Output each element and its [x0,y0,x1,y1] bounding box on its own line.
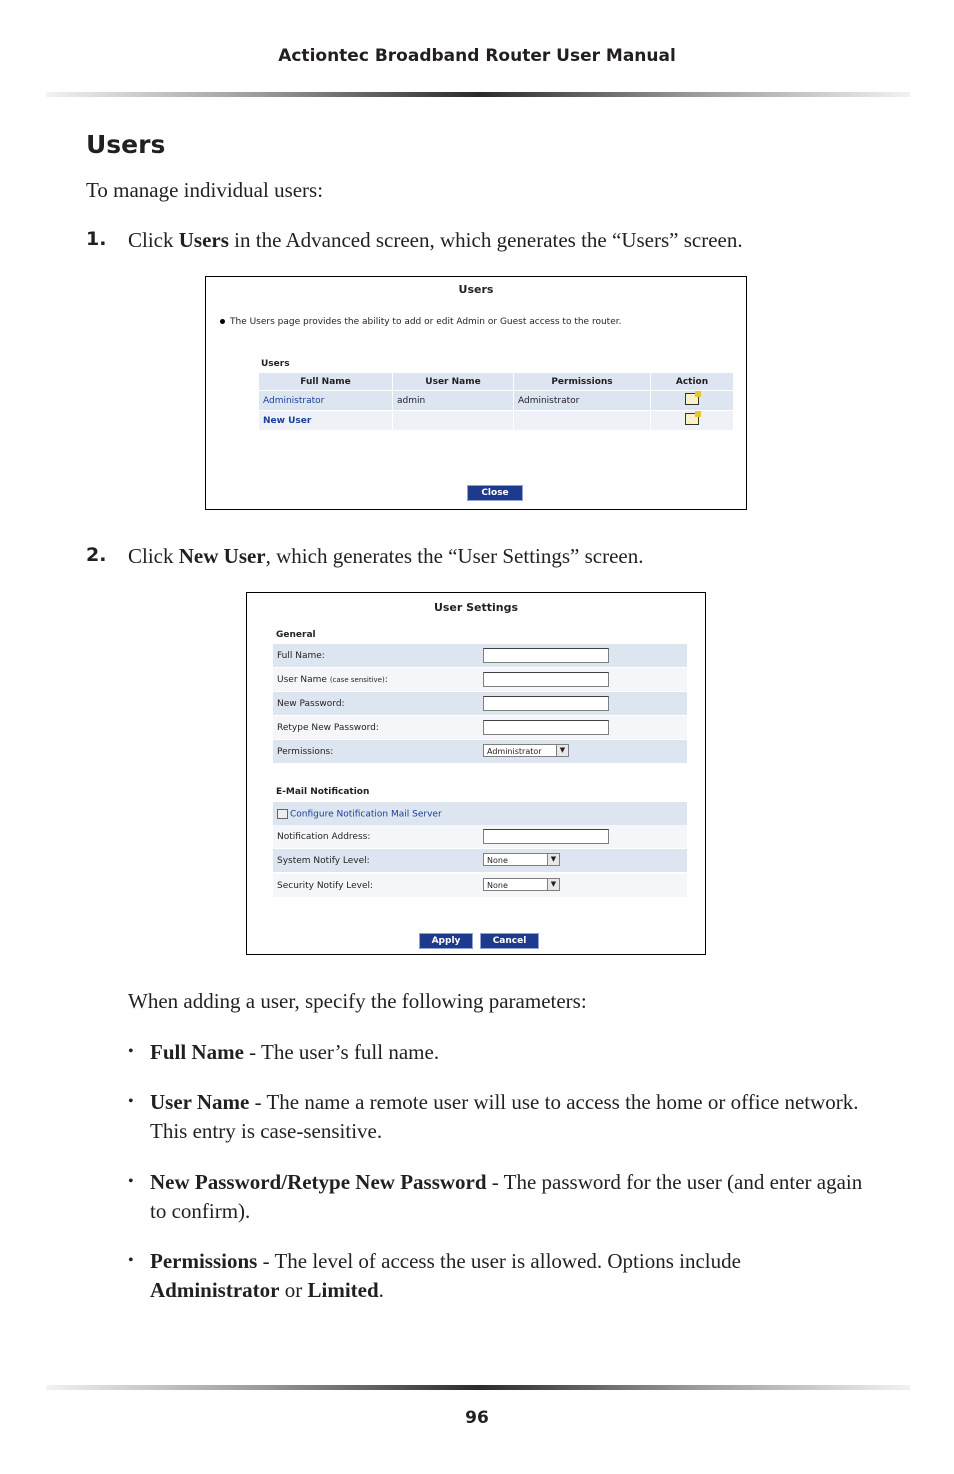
intro-text: To manage individual users: [86,178,324,202]
notification-address-field[interactable] [483,829,609,844]
security-notify-row [273,874,687,897]
footer-rule [46,1385,910,1390]
configure-row [273,802,687,825]
cancel-button[interactable]: Cancel [480,933,539,949]
user-name-field[interactable] [483,672,609,687]
col-user-name: User Name [393,373,513,390]
permissions-cell [514,411,650,430]
step-2-number: 2. [86,544,107,566]
users-screen-note: The Users page provides the ability to add or edit Admin or Guest access to the router. [220,317,621,327]
users-table-label: Users [261,359,290,369]
user-link-administrator[interactable]: Administrator [259,391,392,410]
bullet-icon: • [128,1093,134,1110]
step-2-text: Click New User, which generates the “User Settings” screen. [128,544,644,568]
col-action: Action [651,373,733,390]
table-row [259,411,733,430]
apply-button[interactable]: Apply [419,933,473,949]
col-permissions: Permissions [514,373,650,390]
param-full-name: Full Name - The user’s full name. [150,1040,440,1064]
full-name-field[interactable] [483,648,609,663]
step-1-number: 1. [86,228,107,250]
retype-password-label: Retype New Password: [277,723,379,733]
permissions-select[interactable]: Administrator ▼ [483,744,569,757]
email-group-label: E-Mail Notification [276,787,370,797]
system-notify-label: System Notify Level: [277,856,370,866]
new-password-label: New Password: [277,699,345,709]
mail-server-icon [277,809,288,819]
new-password-field[interactable] [483,696,609,711]
bullet-icon: • [128,1173,134,1190]
edit-icon[interactable] [685,393,699,405]
param-password: New Password/Retype New Password - The password for the user (and enter again to confirm). [150,1170,863,1223]
permissions-row [273,740,687,763]
user-name-cell [393,411,513,430]
retype-password-field[interactable] [483,720,609,735]
new-user-link[interactable]: New User [259,411,392,430]
notification-address-label: Notification Address: [277,832,371,842]
chevron-down-icon: ▼ [547,854,559,865]
section-title: Users [86,130,166,159]
bullet-icon [220,319,225,324]
user-settings-screen [246,592,706,955]
full-name-label: Full Name: [277,651,325,661]
param-user-name: User Name - The name a remote user will use to access the home or office network. This entry is case-sensitive. [150,1090,859,1143]
user-name-row [273,668,687,691]
user-settings-title: User Settings [433,601,519,614]
configure-mail-server-link[interactable]: Configure Notification Mail Server [277,809,442,820]
users-table [258,372,734,431]
user-name-label: User Name (case sensitive): [277,675,388,685]
permissions-label: Permissions: [277,747,334,757]
chevron-down-icon: ▼ [547,879,559,890]
page-number: 96 [465,1408,489,1428]
add-icon[interactable] [685,413,699,425]
chevron-down-icon: ▼ [556,745,568,756]
header-rule [46,92,910,97]
bullet-icon: • [128,1252,134,1269]
full-name-row [273,644,687,667]
close-button[interactable]: Close [467,485,523,501]
retype-password-row [273,716,687,739]
col-full-name: Full Name [259,373,392,390]
system-notify-row [273,849,687,872]
notification-address-row [273,825,687,848]
users-screen-title: Users [458,283,494,296]
manual-header: Actiontec Broadband Router User Manual [278,46,676,66]
security-notify-select[interactable]: None ▼ [483,878,560,891]
security-notify-label: Security Notify Level: [277,881,374,891]
users-screen [205,276,747,510]
step-1-text: Click Users in the Advanced screen, which generates the “Users” screen. [128,228,743,252]
params-intro: When adding a user, specify the following parameters: [128,989,587,1013]
general-group-label: General [276,630,316,640]
bullet-icon: • [128,1043,134,1060]
table-row [259,391,733,410]
system-notify-select[interactable]: None ▼ [483,853,560,866]
permissions-cell: Administrator [514,391,650,410]
param-permissions: Permissions - The level of access the user is allowed. Options include Administrator or Limited. [150,1249,741,1302]
user-name-cell: admin [393,391,513,410]
new-password-row [273,692,687,715]
